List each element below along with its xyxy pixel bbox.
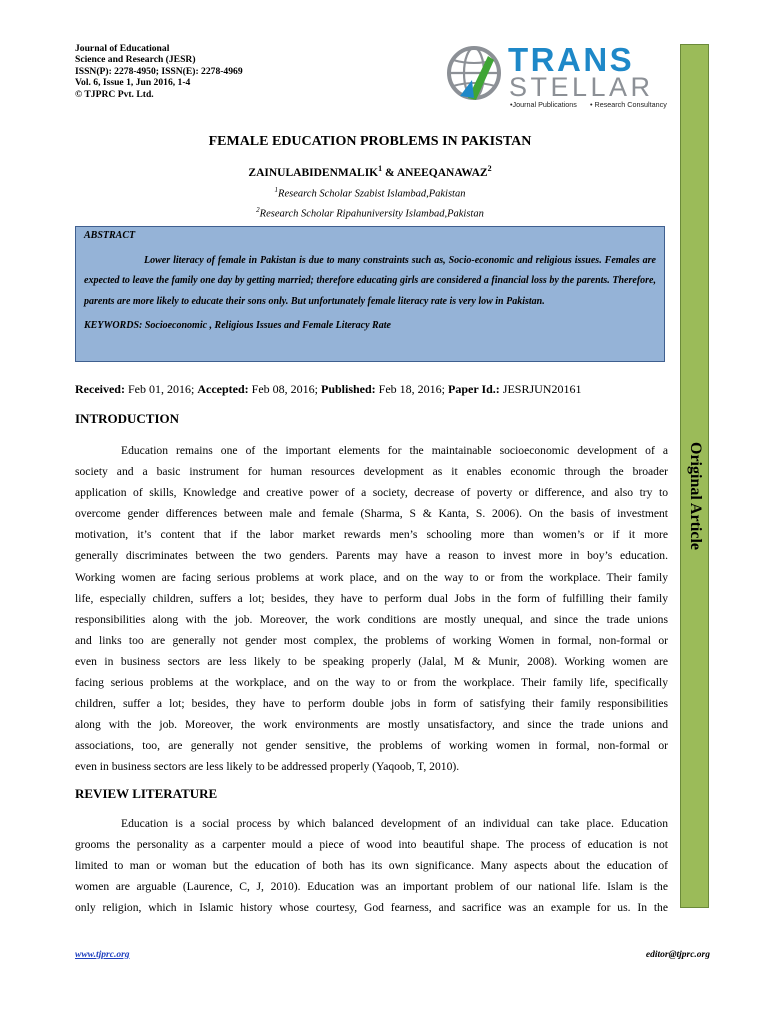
author-separator: & — [382, 166, 397, 179]
author-1-sup: 1 — [378, 164, 383, 173]
text-line: grooms the personality as a carpenter mould a piece of wood into beautiful shape. The process of education is not — [75, 838, 668, 852]
introduction-heading: INTRODUCTION — [75, 411, 180, 426]
text-line: women are arguable (Laurence, C, J, 2010). Education was an important problem of our national life. Islam is the — [75, 880, 668, 894]
affiliation-1-sup: 1 — [274, 186, 279, 194]
text-line: associations, too, are generally not gender sensitive, the problems of working women in formal, non-formal or — [75, 739, 668, 753]
text-line: and links too are generally not gender most complex, the problems of working Women in formal, non-formal or — [75, 633, 668, 647]
journal-name-line: Science and Research (JESR) — [75, 54, 196, 66]
review-paragraph — [75, 813, 668, 918]
publication-dates — [75, 382, 581, 397]
logo-tagline-research: • Research Consultancy — [590, 100, 667, 109]
affiliation-1 — [70, 186, 670, 200]
published-label: Published: — [320, 382, 376, 396]
copyright-line: © TJPRC Pvt. Ltd. — [75, 88, 154, 100]
text-line: even in business sectors are less likely to be speaking properly (Jalal, M & Munir, 2008). Working women are — [75, 654, 668, 668]
paper-id: JESRJUN20161 — [499, 382, 582, 396]
published-date: Feb 18, 2016; — [375, 382, 449, 396]
paper-id-label: Paper Id.: — [448, 382, 500, 396]
text-line: life, especially children, suffers a lot; besides, they have to perform dual Jobs in the form of fulfilling their family — [75, 591, 668, 605]
editor-email: editor@tjprc.org — [645, 950, 710, 960]
accepted-date: Feb 08, 2016; — [248, 382, 321, 396]
text-line: even in business sectors are less likely to be addressed properly (Yaqoob, T, 2010). — [75, 760, 460, 774]
text-line: Working women are facing serious problems at work place, and on the way to or from the workplace. Their family — [75, 570, 668, 584]
text-line: society and a basic instrument for human resources development as it enables economic through the broader — [75, 465, 668, 479]
introduction-paragraph — [75, 440, 668, 778]
affiliation-2-sup: 2 — [256, 206, 260, 214]
text-line: generally discriminates between the two genders. Parents may have a reason to invest more in boy’s education. — [75, 549, 668, 563]
journal-info — [75, 43, 243, 100]
accepted-label: Accepted: — [197, 382, 249, 396]
abstract-box — [75, 226, 665, 362]
received-label: Received: — [75, 382, 125, 396]
text-line: children, suffer a lot; besides, they have to perform double jobs in form of satisfying their family responsibilities — [75, 697, 668, 711]
issn-line: ISSN(P): 2278-4950; ISSN(E): 2278-4969 — [75, 65, 243, 77]
received-date: Feb 01, 2016; — [124, 382, 198, 396]
author-2: ANEEQANAWAZ — [396, 166, 488, 179]
text-line: application of skills, Knowledge and creative power of a society, decrease of poverty or difference, and also try to — [75, 486, 668, 500]
text-line: motivation, it’s content that if the labor market rewards men’s schooling more than women’s or if it more — [75, 528, 668, 542]
paper-title: FEMALE EDUCATION PROBLEMS IN PAKISTAN — [208, 134, 532, 149]
affiliation-2-text: Research Scholar Ripahuniversity Islambad,Pakistan — [259, 208, 484, 220]
text-line: limited to man or woman but the education of both has its own significance. Many aspects about the education of — [75, 859, 668, 873]
text-line: Education is a social process by which balanced development of an individual can take place. Education — [121, 817, 668, 830]
text-line: facing serious problems at the workplace, and on the way to or from the workplace. Their family life, specifically — [75, 676, 668, 690]
original-article-label: Original Article — [687, 442, 704, 550]
transstellar-logo — [444, 40, 676, 112]
text-line: Education remains one of the important elements for the maintainable socioeconomic development of a — [121, 444, 668, 457]
journal-name-line: Journal of Educational — [75, 43, 170, 54]
text-line: responsibilities along with the job. Moreover, the work conditions are mostly unequal, and since the trade unions — [75, 612, 668, 626]
text-line: only religion, which in Islamic history whose courtesy, God fearness, and sacrifice was an example for us. In the — [75, 901, 668, 915]
text-line: overcome gender differences between male and female (Sharma, S & Kanta, S. 2006). On the basis of investment — [75, 507, 668, 521]
authors — [70, 164, 670, 179]
review-literature-heading: REVIEW LITERATURE — [75, 786, 218, 801]
side-label-container — [682, 426, 708, 566]
volume-line: Vol. 6, Issue 1, Jun 2016, 1-4 — [75, 77, 191, 89]
abstract-text: Lower literacy of female in Pakistan is due to many constraints such as, Socio-economic and religious issues. Females are expected to leave the family one day by getting married; therefore educating girls are considered a financial loss by the parents. Therefore, parents are more likely to educate their sons only. But unfortunately female literacy rate is very low in Pakistan. — [84, 255, 656, 307]
affiliation-2 — [70, 206, 670, 220]
abstract-keywords: KEYWORDS: Socioeconomic , Religious Issues and Female Literacy Rate — [84, 319, 391, 331]
author-1: ZAINULABIDENMALIK — [248, 166, 379, 179]
abstract-heading: ABSTRACT — [84, 230, 136, 241]
affiliation-1-text: Research Scholar Szabist Islambad,Pakistan — [278, 188, 466, 200]
globe-icon — [449, 48, 499, 100]
logo-word-stellar: STELLAR — [509, 72, 654, 102]
logo-word-trans: TRANS — [508, 41, 635, 78]
website-link[interactable]: www.tjprc.org — [75, 950, 130, 960]
logo-tagline-journal: •Journal Publications — [510, 100, 577, 109]
author-2-sup: 2 — [487, 164, 492, 173]
text-line: along with the job. Moreover, the work environments are mostly unsatisfactory, and since the trade unions and — [75, 718, 668, 732]
